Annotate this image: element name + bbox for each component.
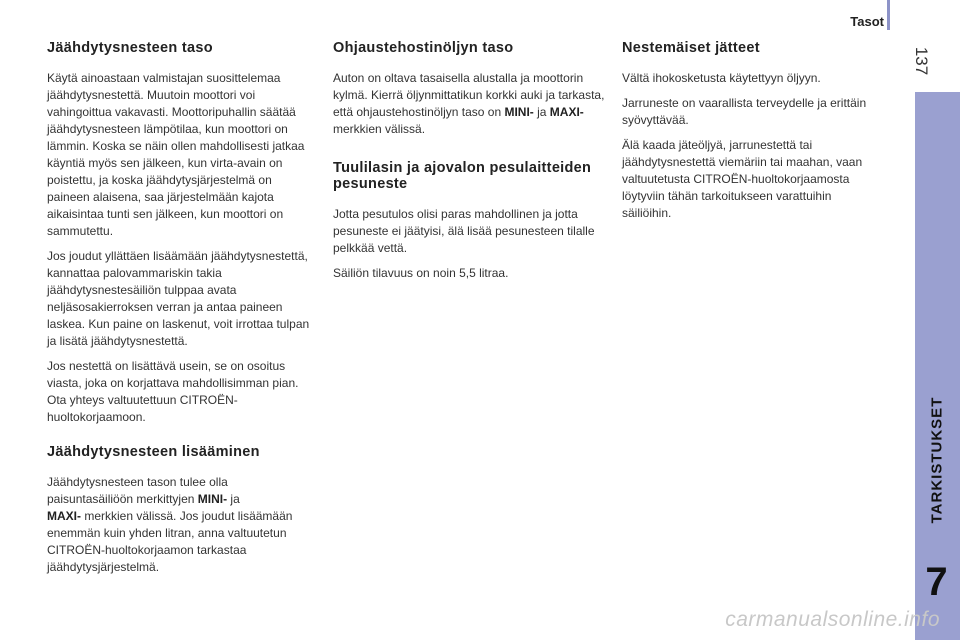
paragraph: Älä kaada jäteöljyä, jarrunestettä tai jäähdytysnestettä viemäriin tai maahan, vaan valtuutetusta CITROËN-huoltokorjaamosta löytyviin tähän tarkoitukseen varattuihin säiliöihin.	[622, 138, 863, 220]
section-washer-fluid	[333, 160, 605, 282]
heading-liquid-waste: Nestemäiset jätteet	[622, 40, 760, 56]
text-run: merkkien välissä. Jos joudut lisäämään enemmän kuin yhden litran, anna valtuutetun CITROËN-huoltokorjaamon tarkastaa jäähdytysjärjestelmä.	[47, 509, 293, 574]
bold-run: MINI-	[197, 492, 228, 506]
paragraph: Käytä ainoastaan valmistajan suosittelemaa jäähdytysnestettä. Muutoin moottori voi vahingoittua vakavasti. Moottoripuhallin säätää jäähdytysnesteen lämpötilaa, kun moottori on lämmin. Koska se näin ollen mahdollisesti jatkaa käyntiä myös sen jälkeen, kun virta-avain on poistettu, ja koska jäähdytysjärjestelmä on paineen alaisena, saa järjestelmään kajota aikaisintaa tunti sen jälkeen, kun moottori on sammutettu.	[47, 71, 305, 238]
text-run: merkkien välissä.	[333, 122, 426, 136]
paragraph	[47, 474, 317, 576]
heading-coolant-topup: Jäähdytysnesteen lisääminen	[47, 444, 260, 460]
chapter-number: 7	[925, 560, 948, 604]
section-coolant-topup	[47, 444, 317, 576]
paragraph: Säiliön tilavuus on noin 5,5 litraa.	[333, 266, 509, 280]
heading-washer-fluid: Tuulilasin ja ajovalon pesulaitteiden pesuneste	[333, 160, 592, 192]
bold-run: MINI-	[504, 105, 534, 119]
bold-run: MAXI-	[549, 105, 584, 119]
text-run: ja	[533, 105, 550, 119]
heading-coolant-level: Jäähdytysnesteen taso	[47, 40, 213, 56]
paragraph: Jarruneste on vaarallista terveydelle ja erittäin syövyttävää.	[622, 96, 867, 127]
watermark: carmanualsonline.info	[725, 608, 940, 631]
chapter-label-text: TARKISTUKSET	[928, 396, 945, 524]
text-run: Jäähdytysnesteen tason tulee olla paisuntasäiliöön merkittyjen	[47, 475, 228, 506]
section-liquid-waste	[622, 40, 872, 222]
paragraph: Jos joudut yllättäen lisäämään jäähdytysnestettä, kannattaa palovammariskin takia jäähdytysnestesäiliön tulppaa avata neljäsosakierroksen verran ja antaa paineen laskea. Kun paine on laskenut, voit irrottaa tulpan ja lisätä jäähdytysnestettä.	[47, 249, 310, 348]
column-coolant	[47, 40, 317, 594]
header-divider	[887, 0, 890, 30]
page-header-title: Tasot	[850, 14, 884, 29]
column-waste	[622, 40, 872, 240]
section-coolant-level	[47, 40, 317, 426]
chapter-label	[913, 360, 960, 560]
section-steering-fluid	[333, 40, 605, 138]
text-run: ja	[227, 492, 240, 506]
column-steering-washer	[333, 40, 605, 300]
heading-steering-fluid: Ohjaustehostinöljyn taso	[333, 40, 514, 56]
paragraph: Jotta pesutulos olisi paras mahdollinen ja jotta pesuneste ei jäätyisi, älä lisää pesunesteen tilalle pelkkää vettä.	[333, 207, 595, 255]
paragraph: Vältä ihokosketusta käytettyyn öljyyn.	[622, 71, 821, 85]
page-number-text: 137	[912, 46, 931, 76]
text-run: Auton on oltava tasaisella alustalla ja moottorin kylmä. Kierrä öljynmittatikun korkki auki ja tarkasta, että ohjaustehostinöljyn taso on	[333, 71, 605, 119]
paragraph: Jos nestettä on lisättävä usein, se on osoitus viasta, joka on korjattava mahdollisimman pian. Ota yhteys valtuutettuun CITROËN-huoltokorjaamoon.	[47, 359, 299, 424]
page-number	[912, 48, 930, 74]
paragraph	[333, 70, 605, 138]
bold-run: MAXI-	[47, 509, 81, 523]
